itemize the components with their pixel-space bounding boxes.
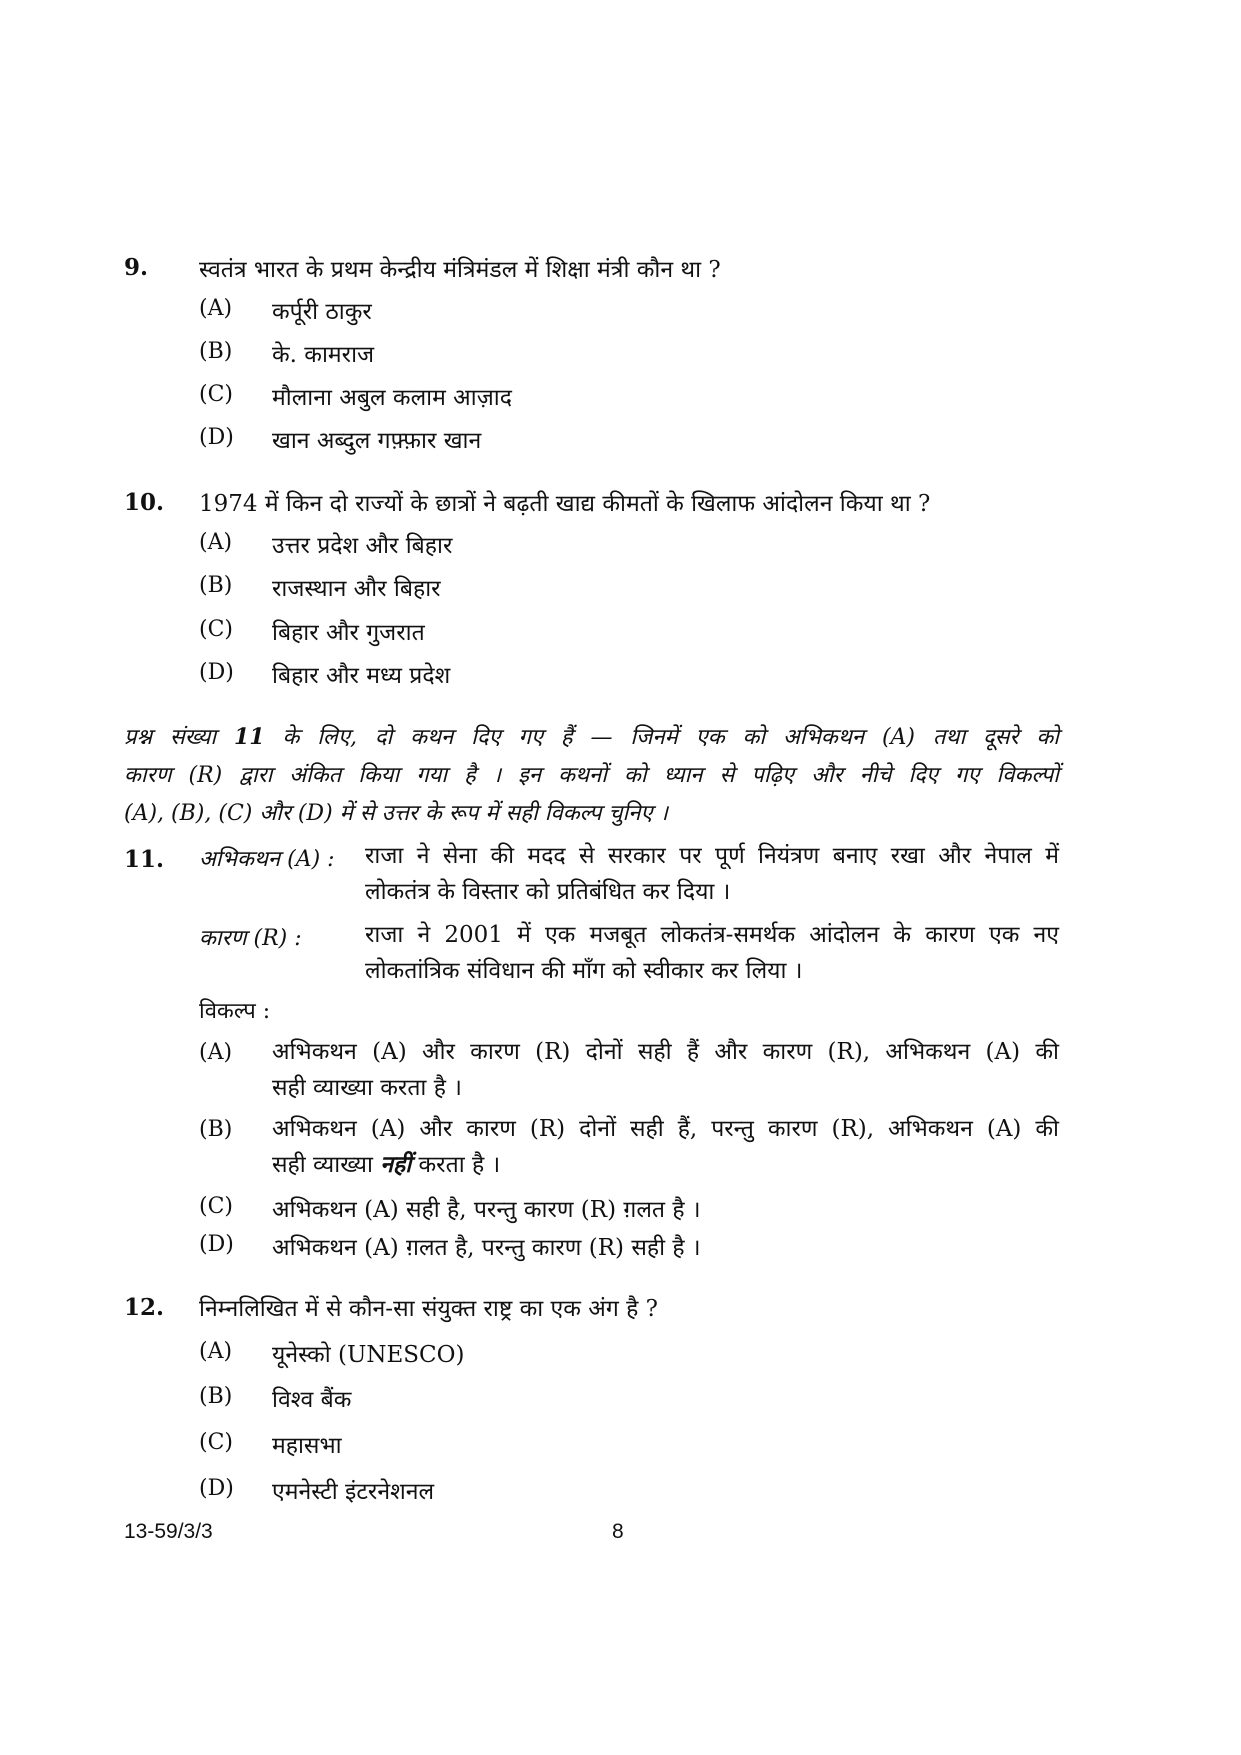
instruction-question-number: 11 [234, 724, 265, 750]
assertion-line: लोकतंत्र के विस्तार को प्रतिबंधित कर दिया । [365, 879, 731, 905]
option-text [272, 1111, 1059, 1183]
instruction-line: कारण (R) द्वारा अंकित किया गया है । इन कथनों को ध्यान से पढ़िए और नीचे दिए गए विकल्पों [124, 763, 1059, 788]
reason-line: राजा ने 2001 में एक मजबूत लोकतंत्र-समर्थक आंदोलन के कारण एक नए [365, 922, 1059, 948]
question-number: 12. [124, 1294, 165, 1321]
option-label: (D) [199, 425, 234, 450]
instruction-text: के लिए, दो कथन दिए गए हैं — जिनमें एक को अभिकथन (A) तथा दूसरे को [264, 725, 1060, 750]
option-text: मौलाना अबुल कलाम आज़ाद [272, 385, 512, 411]
option-text: एमनेस्टी इंटरनेशनल [272, 1479, 435, 1505]
page-number: 8 [612, 1520, 624, 1543]
option-text: राजस्थान और बिहार [272, 576, 441, 602]
option-text: के. कामराज [272, 342, 375, 368]
option-label: (B) [199, 1384, 233, 1409]
option-label: (A) [199, 1339, 233, 1364]
option-label: (B) [199, 339, 233, 364]
assertion-text [365, 838, 1059, 910]
option-label: (C) [199, 1194, 233, 1219]
reason-line: लोकतांत्रिक संविधान की माँग को स्वीकार कर लिया । [365, 958, 803, 984]
option-text: उत्तर प्रदेश और बिहार [272, 533, 453, 559]
option-text: महासभा [272, 1433, 342, 1459]
question-text: स्वतंत्र भारत के प्रथम केन्द्रीय मंत्रिमंडल में शिक्षा मंत्री कौन था ? [199, 257, 721, 283]
option-text: यूनेस्को (UNESCO) [272, 1342, 465, 1368]
emphasis-not: नहीं [380, 1151, 412, 1178]
option-line-part: सही व्याख्या [272, 1152, 381, 1178]
option-label: (C) [199, 617, 233, 642]
option-text: खान अब्दुल गफ़्फ़ार खान [272, 428, 482, 454]
option-text: विश्व बैंक [272, 1387, 352, 1413]
option-label: (D) [199, 1232, 234, 1257]
option-label: (A) [199, 296, 233, 321]
option-line [272, 1147, 1059, 1183]
option-label: (B) [199, 1117, 233, 1142]
option-line: अभिकथन (A) और कारण (R) दोनों सही हैं और कारण (R), अभिकथन (A) की [272, 1039, 1059, 1065]
option-line: अभिकथन (A) और कारण (R) दोनों सही हैं, परन्तु कारण (R), अभिकथन (A) की [272, 1116, 1059, 1142]
option-text: कर्पूरी ठाकुर [272, 299, 372, 325]
option-label: (B) [199, 573, 233, 598]
question-text: 1974 में किन दो राज्यों के छात्रों ने बढ़ती खाद्य कीमतों के खिलाफ आंदोलन किया था ? [199, 491, 931, 517]
option-label: (C) [199, 382, 233, 407]
option-line-part: करता है । [411, 1152, 501, 1178]
option-text: बिहार और मध्य प्रदेश [272, 663, 451, 689]
option-label: (D) [199, 660, 234, 685]
instruction-text: प्रश्न संख्या [124, 725, 234, 750]
option-line: सही व्याख्या करता है । [272, 1075, 462, 1101]
reason-label: कारण (R) : [199, 926, 302, 951]
question-number: 11. [124, 846, 165, 873]
option-text [272, 1034, 1059, 1106]
option-label: (C) [199, 1430, 233, 1455]
option-label: (A) [199, 530, 233, 555]
option-label: (D) [199, 1476, 234, 1501]
option-text: अभिकथन (A) सही है, परन्तु कारण (R) ग़लत है । [272, 1197, 701, 1223]
instruction-block [124, 718, 1059, 833]
instruction-line: (A), (B), (C) और (D) में से उत्तर के रूप में सही विकल्प चुनिए । [124, 801, 668, 826]
assertion-line: राजा ने सेना की मदद से सरकार पर पूर्ण नियंत्रण बनाए रखा और नेपाल में [365, 843, 1059, 869]
paper-code: 13-59/3/3 [124, 1520, 213, 1543]
question-text: निम्नलिखित में से कौन-सा संयुक्त राष्ट्र का एक अंग है ? [199, 1296, 658, 1322]
option-text: बिहार और गुजरात [272, 620, 425, 646]
instruction-line [124, 718, 1059, 757]
choices-label: विकल्प : [199, 999, 271, 1024]
reason-text [365, 917, 1059, 989]
option-label: (A) [199, 1040, 233, 1065]
question-number: 10. [124, 489, 165, 516]
option-text: अभिकथन (A) ग़लत है, परन्तु कारण (R) सही है । [272, 1235, 701, 1261]
question-number: 9. [124, 254, 149, 281]
assertion-label: अभिकथन (A) : [199, 847, 335, 872]
